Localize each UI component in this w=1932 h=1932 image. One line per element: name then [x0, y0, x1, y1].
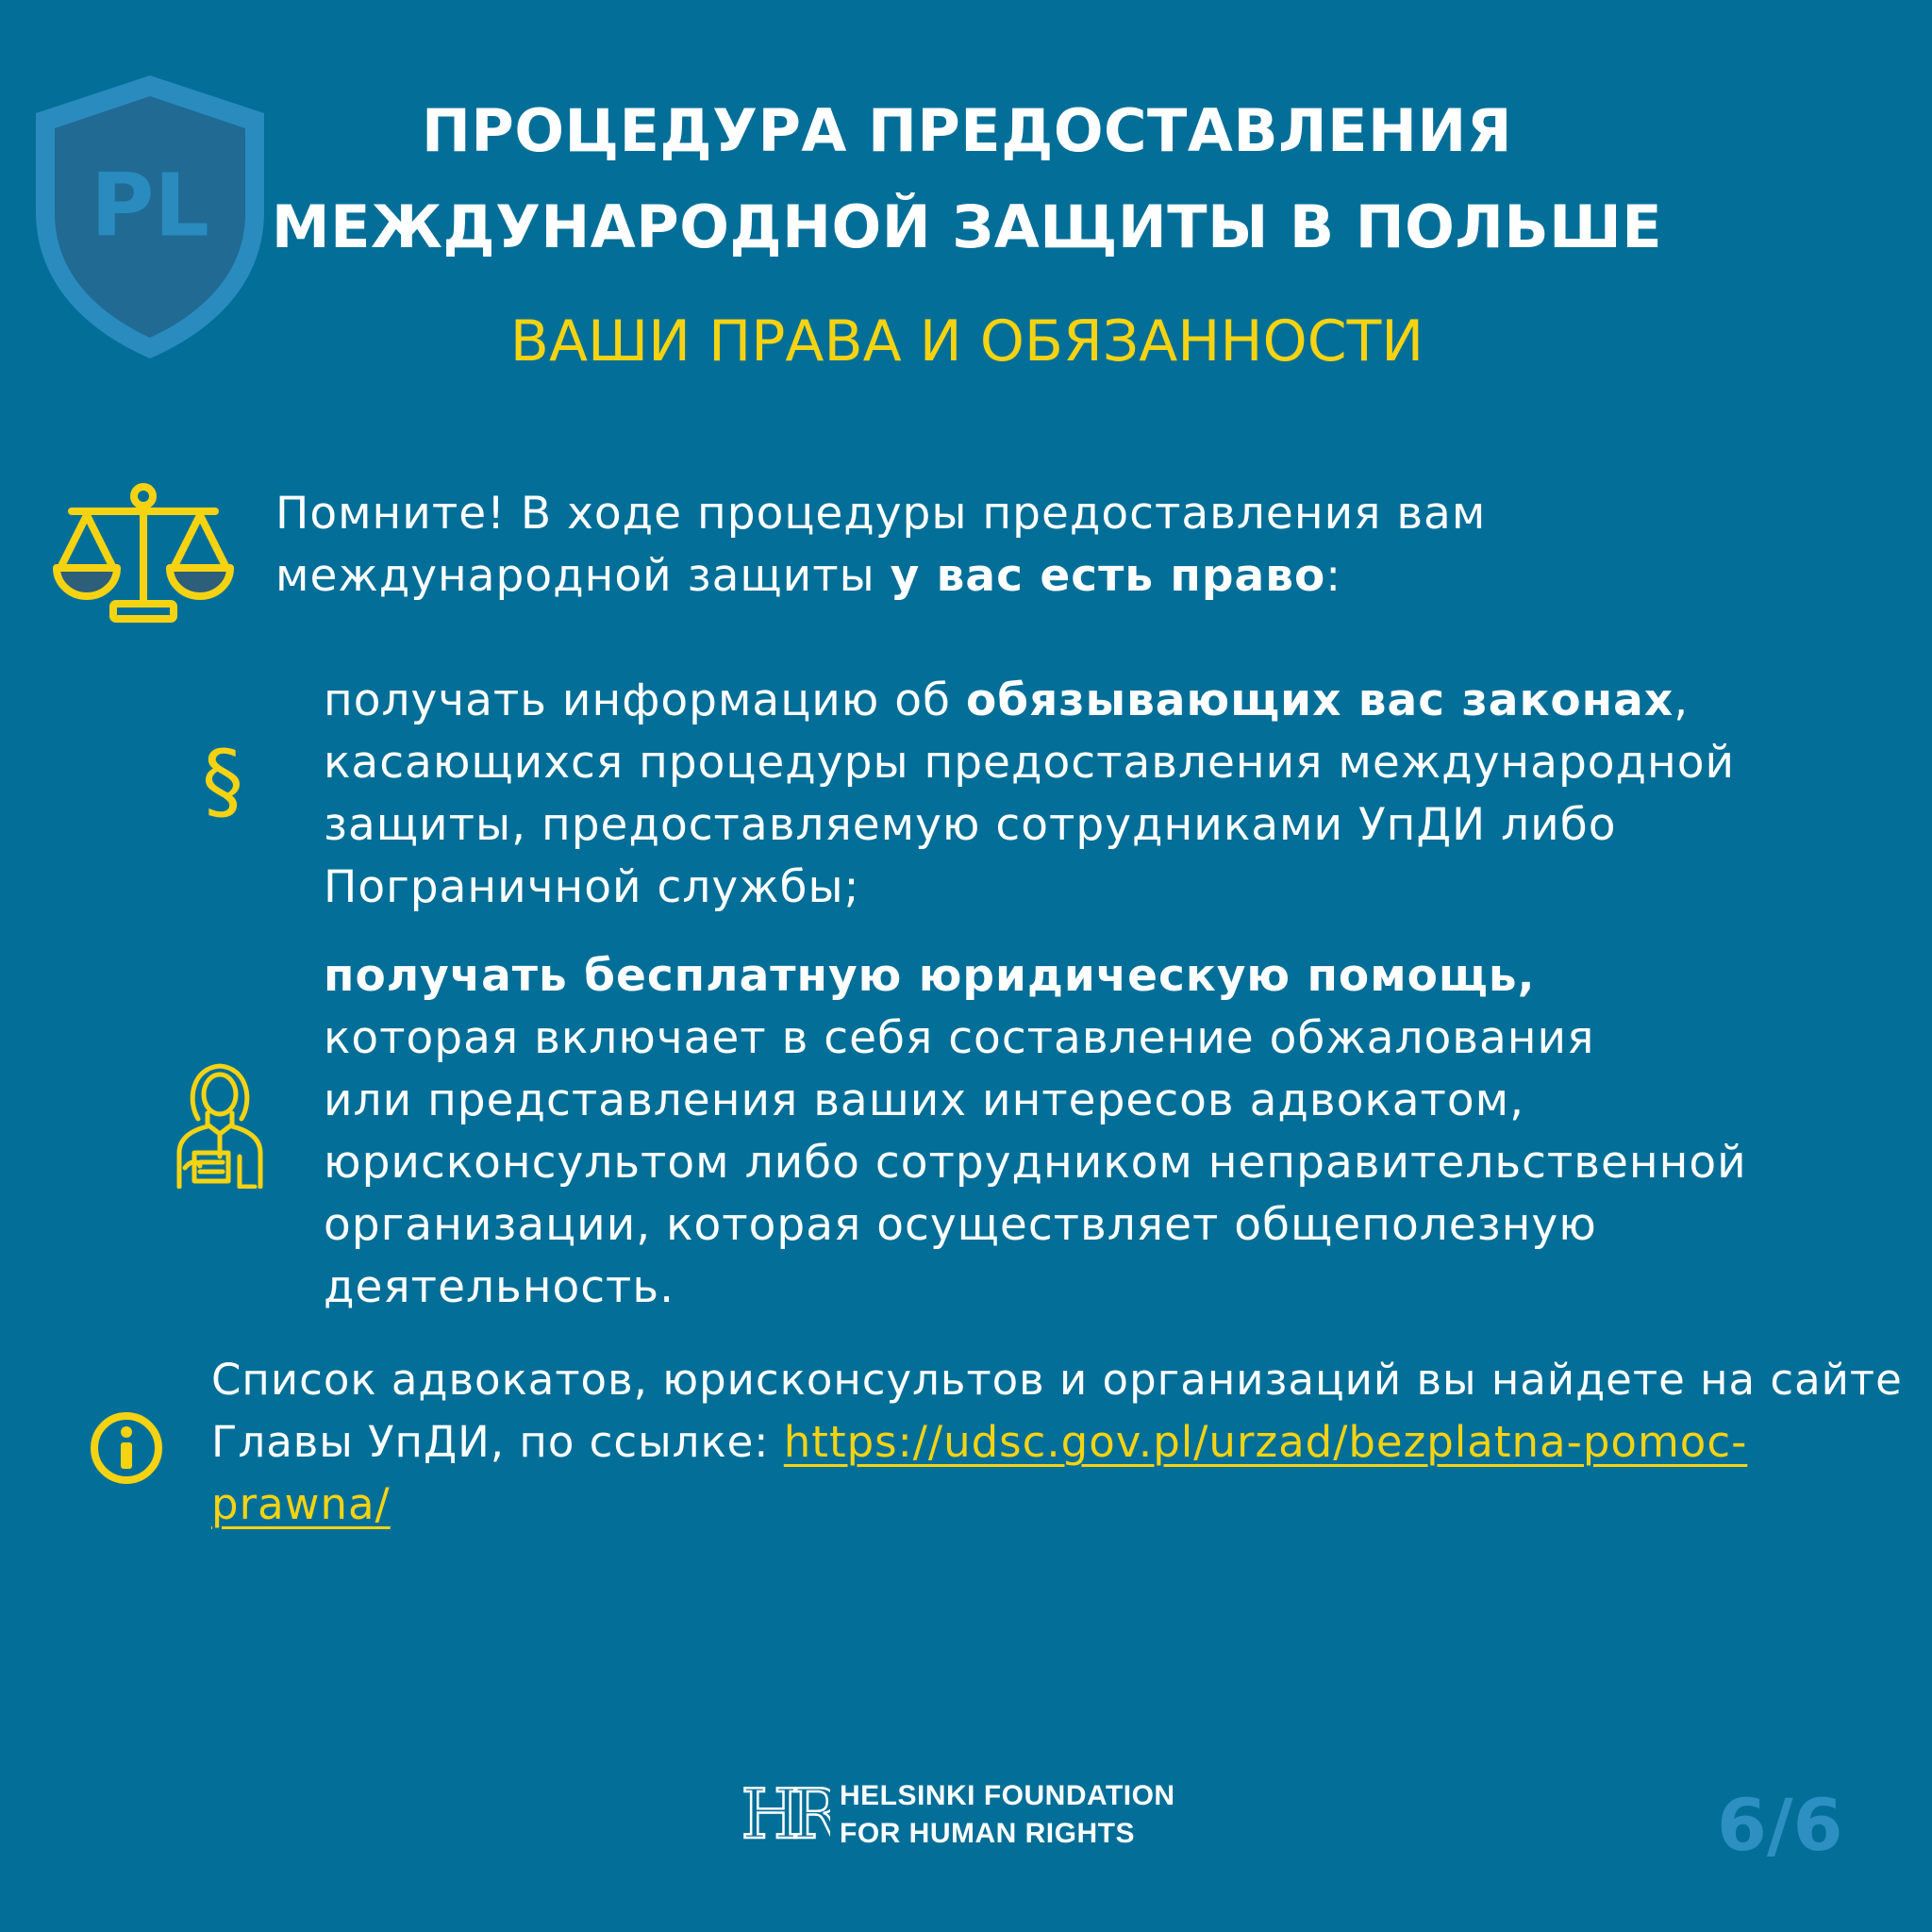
right-line [324, 945, 1747, 1008]
intro-text-part: : [1325, 550, 1342, 602]
note-line [211, 1411, 1903, 1474]
org-line: HELSINKI FOUNDATION [840, 1780, 1175, 1811]
right-item-information [324, 670, 1735, 919]
right-emphasis: получать бесплатную юридическую помощь, [324, 950, 1536, 1002]
page-subtitle: ВАШИ ПРАВА И ОБЯЗАННОСТИ [509, 308, 1424, 375]
right-text-part: получать информацию об [324, 675, 966, 726]
right-line: деятельность. [324, 1261, 675, 1313]
title-line: МЕЖДУНАРОДНОЙ ЗАЩИТЫ В ПОЛЬШЕ [271, 192, 1663, 261]
legal-aid-link-continued[interactable]: prawna/ [211, 1479, 391, 1529]
right-text-part: , [1674, 675, 1690, 726]
note-text-part: Главы УпДИ, по ссылке: [211, 1417, 784, 1467]
scales-icon [53, 483, 234, 625]
right-line: юрисконсультом либо сотрудником неправительственной [324, 1137, 1747, 1189]
right-line: Пограничной службы; [324, 861, 860, 913]
org-line: FOR HUMAN RIGHTS [840, 1818, 1135, 1849]
legal-aid-link[interactable]: https://udsc.gov.pl/urzad/bezplatna-pomoc- [783, 1417, 1748, 1467]
organization-name [840, 1777, 1175, 1853]
right-line: защиты, предоставляемую сотрудниками УпДИ либо [324, 799, 1617, 851]
right-line: которая включает в себя составление обжалования [324, 1012, 1595, 1064]
intro-line: Помните! В ходе процедуры предоставления вам [275, 488, 1487, 540]
info-icon [89, 1410, 164, 1486]
logo-mark-text: HR [743, 1781, 830, 1849]
page-title [236, 83, 1698, 275]
page-counter: 6/6 [1717, 1783, 1843, 1867]
title-line: ПРОЦЕДУРА ПРЕДОСТАВЛЕНИЯ [422, 96, 1512, 165]
hfhr-logo [743, 1781, 830, 1849]
intro-emphasis: у вас есть право [890, 550, 1326, 602]
right-line: или представления ваших интересов адвокатом, [324, 1074, 1525, 1126]
right-line: касающихся процедуры предоставления международной [324, 737, 1736, 789]
info-note [211, 1349, 1903, 1536]
section-sign-icon: § [202, 732, 243, 829]
shield-badge-text: PL [90, 155, 210, 257]
right-line: организации, которая осуществляет общеполезную [324, 1199, 1597, 1251]
lawyer-icon [174, 1062, 266, 1189]
right-emphasis: обязывающих вас законах [965, 675, 1674, 726]
note-line: Список адвокатов, юрисконсультов и организаций вы найдете на сайте [211, 1355, 1903, 1405]
intro-line [275, 545, 1486, 608]
note-line [211, 1474, 1903, 1536]
intro-text-part: международной защиты [275, 550, 891, 602]
right-item-legal-aid [324, 945, 1747, 1319]
right-line [324, 670, 1735, 732]
intro-text [275, 483, 1486, 608]
